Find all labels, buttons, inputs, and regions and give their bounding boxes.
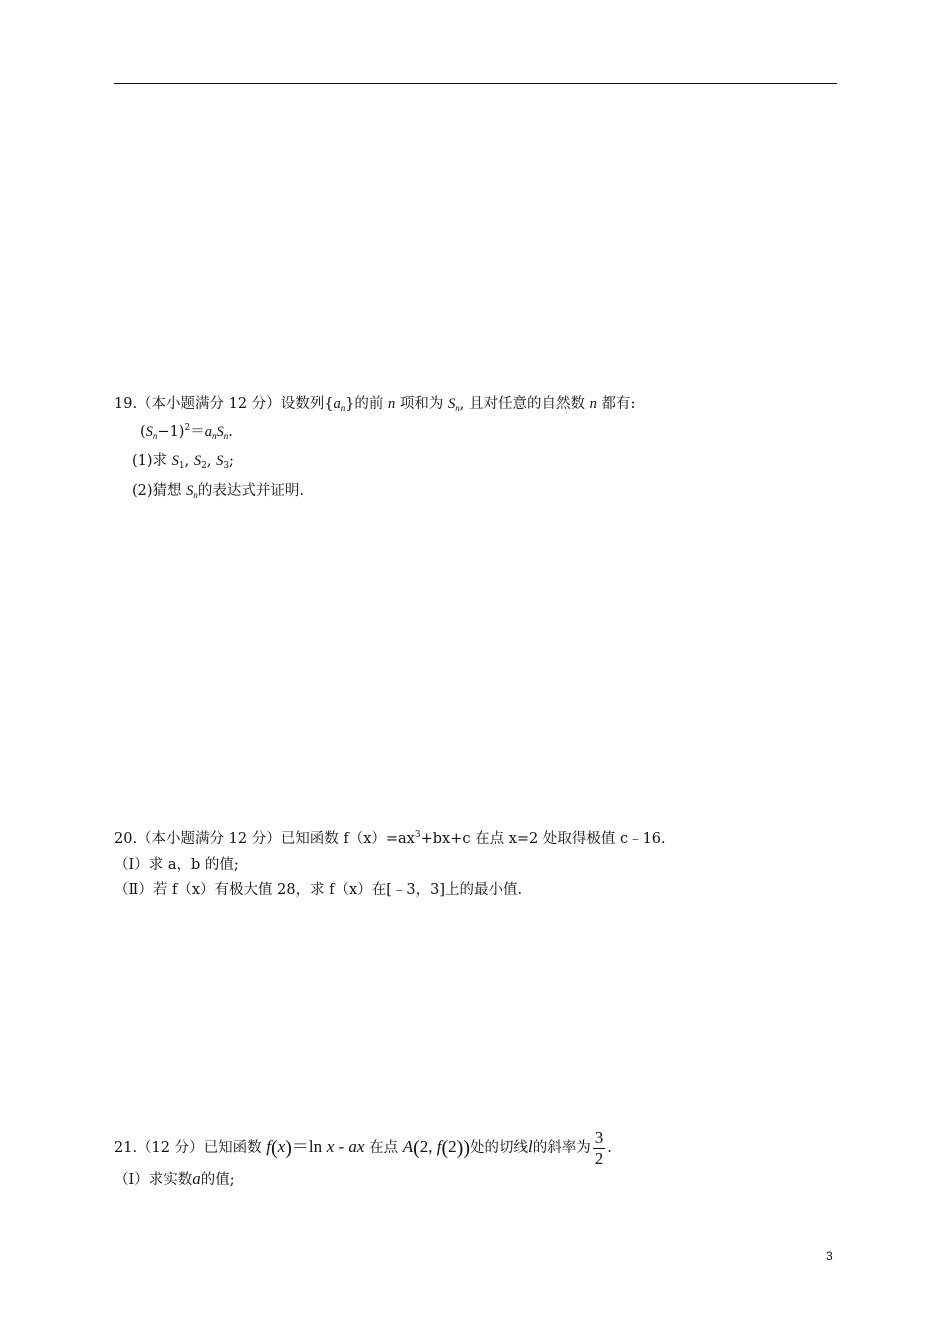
q19-part2: (2)猜想 $S_n$的表达式并证明. xyxy=(132,483,305,500)
q20-part1: （Ⅰ）求 a，b 的值; xyxy=(114,857,239,873)
page-number: 3 xyxy=(826,1249,833,1263)
header-rule xyxy=(114,83,837,84)
q19-stem: 19.（本小题满分 12 分）设数列$\{a_n\}$的前 n 项和为 $S_n$, 且对任意的自然数 n 都有: xyxy=(114,396,636,413)
q21-part1: （Ⅰ）求实数a的值; xyxy=(114,1169,235,1188)
q20-part2: （Ⅱ）若 f（x）有极大值 28，求 f（x）在[﹣3，3]上的最小值. xyxy=(114,882,523,898)
q21-stem: 21.（12 分）已知函数 f(x)＝ln x - ax 在点 A(2, f(2))处的切线l的斜率为 $\frac{3}{2}$ . xyxy=(114,1127,612,1168)
q19-equation: $(S_n-1)^2=a_nS_n$. xyxy=(140,423,233,441)
slope-fraction: $\frac{3}{2}$ xyxy=(594,1127,604,1168)
q19-part1: (1)求 $S_1$, $S_2$, $S_3$; xyxy=(132,453,234,471)
q20-stem: 20.（本小题满分 12 分）已知函数 $f(x)=ax^3+bx+c$ 在点 x=2 处取得极值 c﹣16. xyxy=(114,830,666,847)
